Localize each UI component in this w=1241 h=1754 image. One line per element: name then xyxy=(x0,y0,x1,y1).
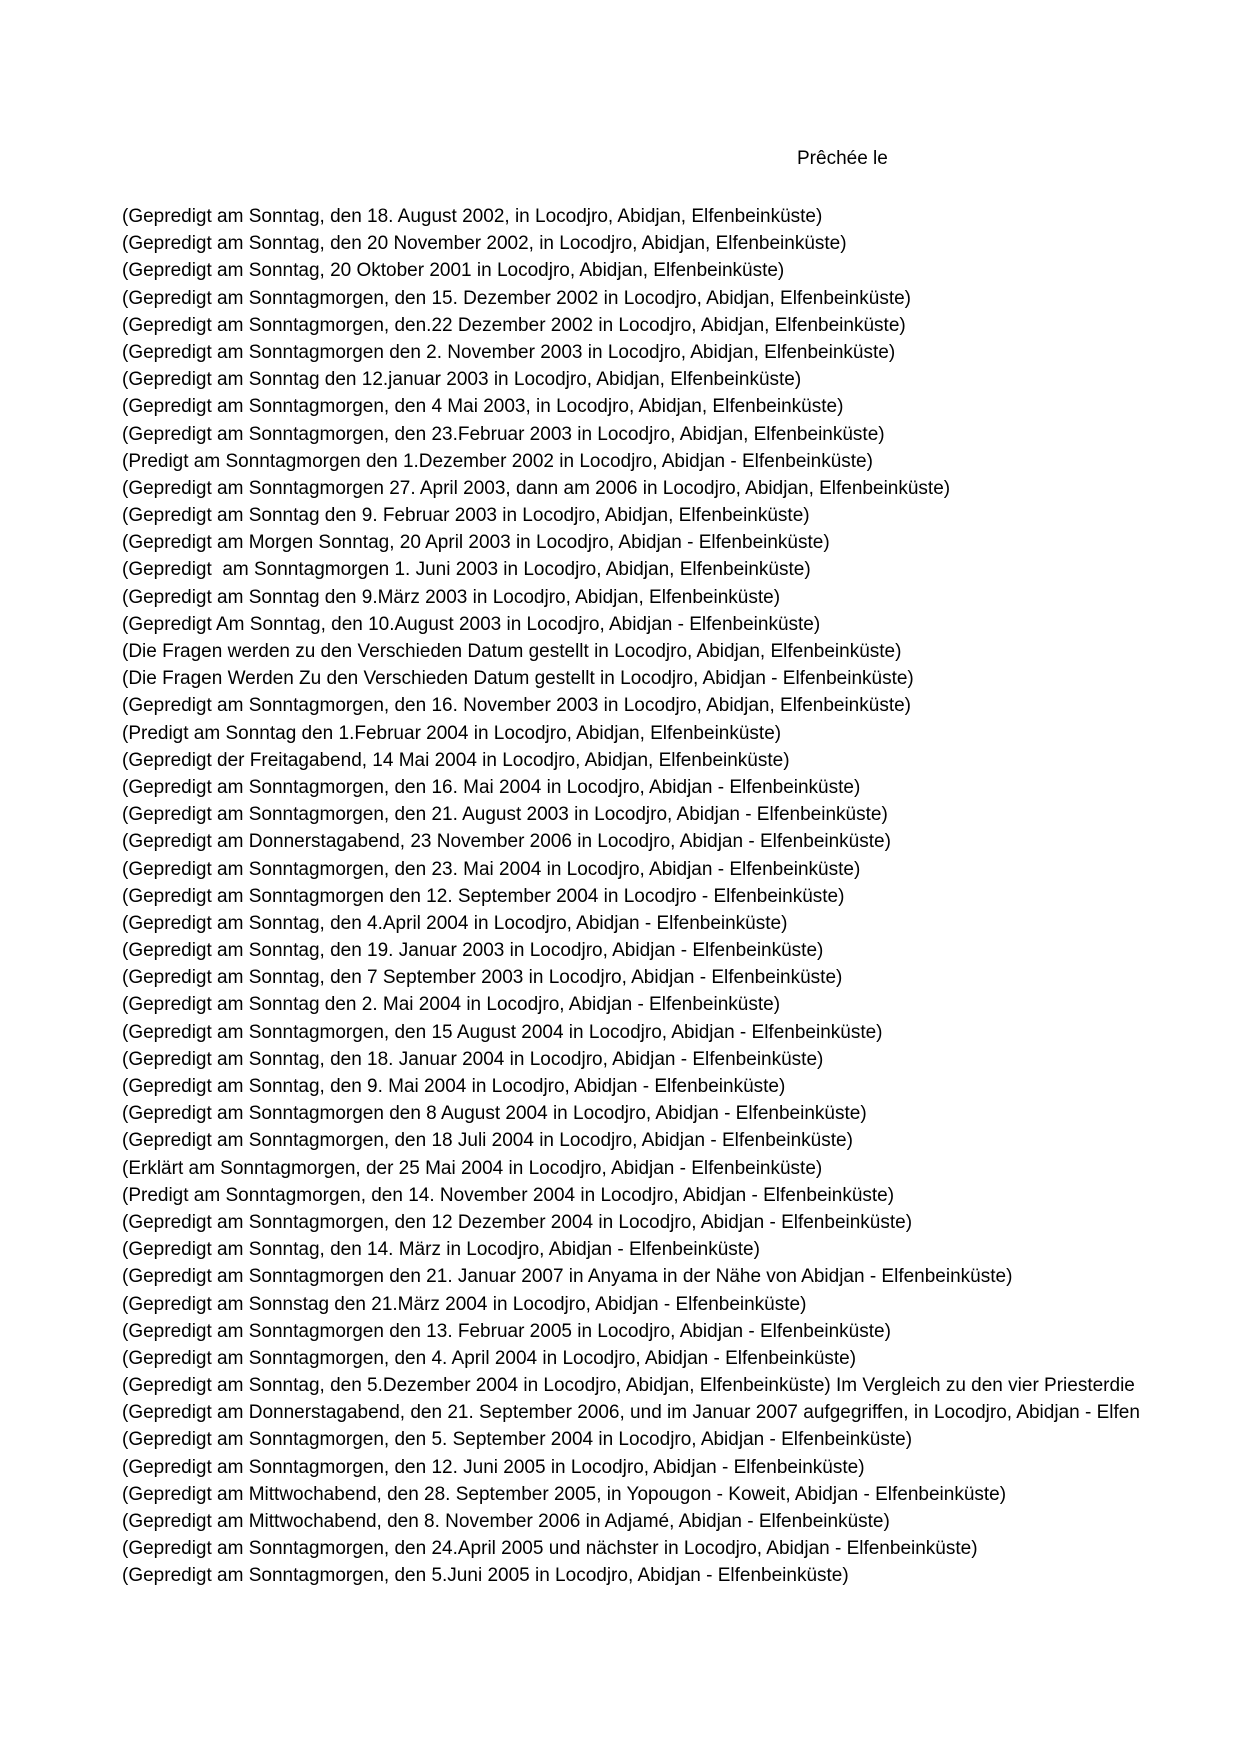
sermon-line: (Gepredigt am Sonntagmorgen 27. April 2003, dann am 2006 in Locodjro, Abidjan, Elfenbeinküste) xyxy=(122,477,951,499)
sermon-line: (Gepredigt der Freitagabend, 14 Mai 2004 in Locodjro, Abidjan, Elfenbeinküste) xyxy=(122,749,790,771)
sermon-line: (Gepredigt am Sonntag, den 18. August 2002, in Locodjro, Abidjan, Elfenbeinküste) xyxy=(122,206,823,227)
sermon-line: (Gepredigt am Mittwochabend, den 28. September 2005, in Yopougon - Koweit, Abidjan - Elfenbeinküste) xyxy=(122,1483,1007,1505)
sermon-line: (Gepredigt am Sonntag, den 9. Mai 2004 in Locodjro, Abidjan - Elfenbeinküste) xyxy=(122,1076,786,1097)
sermon-line: (Gepredigt am Sonnstag den 21.März 2004 in Locodjro, Abidjan - Elfenbeinküste) xyxy=(122,1293,807,1315)
sermon-line: (Gepredigt am Sonntagmorgen den 2. November 2003 in Locodjro, Abidjan, Elfenbeinküste) xyxy=(122,341,896,363)
sermon-line: (Gepredigt am Sonntagmorgen, den 24.April 2005 und nächster in Locodjro, Abidjan - Elfenbeinküste) xyxy=(122,1538,978,1560)
sermon-line: (Gepredigt am Sonntag, 20 Oktober 2001 in Locodjro, Abidjan, Elfenbeinküste) xyxy=(122,260,785,282)
sermon-line: (Gepredigt am Sonntagmorgen, den 21. August 2003 in Locodjro, Abidjan - Elfenbeinküste) xyxy=(122,804,888,826)
sermon-line: (Predigt am Sonntagmorgen den 1.Dezember 2002 in Locodjro, Abidjan - Elfenbeinküste) xyxy=(122,450,873,472)
sermon-line: (Gepredigt am Sonntagmorgen, den 23. Mai 2004 in Locodjro, Abidjan - Elfenbeinküste) xyxy=(122,858,861,880)
sermon-line: (Gepredigt Am Sonntag, den 10.August 2003 in Locodjro, Abidjan - Elfenbeinküste) xyxy=(122,613,821,635)
sermon-line: (Gepredigt am Sonntagmorgen, den 15 August 2004 in Locodjro, Abidjan - Elfenbeinküste) xyxy=(122,1021,883,1043)
sermon-line: (Erklärt am Sonntagmorgen, der 25 Mai 2004 in Locodjro, Abidjan - Elfenbeinküste) xyxy=(122,1157,823,1179)
sermon-line: (Gepredigt am Sonntagmorgen den 13. Februar 2005 in Locodjro, Abidjan - Elfenbeinküste) xyxy=(122,1320,891,1342)
page-title: Prêchée le xyxy=(797,148,888,169)
sermon-line: (Gepredigt am Sonntag, den 4.April 2004 in Locodjro, Abidjan - Elfenbeinküste) xyxy=(122,912,788,934)
sermon-line: (Predigt am Sonntagmorgen, den 14. November 2004 in Locodjro, Abidjan - Elfenbeinküste) xyxy=(122,1184,895,1206)
sermon-line: (Gepredigt am Sonntag, den 19. Januar 2003 in Locodjro, Abidjan - Elfenbeinküste) xyxy=(122,940,824,962)
sermon-line: (Gepredigt am Sonntag, den 7 September 2003 in Locodjro, Abidjan - Elfenbeinküste) xyxy=(122,967,843,989)
sermon-line: (Gepredigt am Mittwochabend, den 8. November 2006 in Adjamé, Abidjan - Elfenbeinküste) xyxy=(122,1511,890,1532)
sermon-line: (Gepredigt am Sonntagmorgen, den 5. September 2004 in Locodjro, Abidjan - Elfenbeinküste) xyxy=(122,1429,913,1451)
sermon-line: (Gepredigt am Sonntagmorgen, den 4. April 2004 in Locodjro, Abidjan - Elfenbeinküste) xyxy=(122,1347,857,1369)
sermon-line: (Gepredigt am Sonntagmorgen, den 12. Juni 2005 in Locodjro, Abidjan - Elfenbeinküste) xyxy=(122,1456,865,1478)
sermon-line: (Gepredigt am Sonntagmorgen, den 12 Dezember 2004 in Locodjro, Abidjan - Elfenbeinküste) xyxy=(122,1211,913,1233)
sermon-line: (Gepredigt am Sonntag den 12.januar 2003 in Locodjro, Abidjan, Elfenbeinküste) xyxy=(122,369,802,391)
sermon-line: (Die Fragen werden zu den Verschieden Datum gestellt in Locodjro, Abidjan, Elfenbeinküste) xyxy=(122,641,902,662)
sermon-line: (Gepredigt am Sonntagmorgen, den 18 Juli 2004 in Locodjro, Abidjan - Elfenbeinküste) xyxy=(122,1130,853,1152)
sermon-line: (Gepredigt am Sonntagmorgen, den 16. November 2003 in Locodjro, Abidjan, Elfenbeinküste) xyxy=(122,695,911,717)
sermon-line: (Gepredigt am Sonntagmorgen, den 5.Juni 2005 in Locodjro, Abidjan - Elfenbeinküste) xyxy=(122,1565,849,1587)
sermon-line: (Gepredigt am Sonntagmorgen 1. Juni 2003 in Locodjro, Abidjan, Elfenbeinküste) xyxy=(122,559,811,581)
sermon-line: (Gepredigt am Sonntagmorgen, den 15. Dezember 2002 in Locodjro, Abidjan, Elfenbeinküste) xyxy=(122,287,911,309)
sermon-line: (Die Fragen Werden Zu den Verschieden Datum gestellt in Locodjro, Abidjan - Elfenbeinküste) xyxy=(122,668,914,690)
sermon-line: (Gepredigt am Sonntag den 9. Februar 2003 in Locodjro, Abidjan, Elfenbeinküste) xyxy=(122,505,810,527)
sermon-line: (Gepredigt am Sonntagmorgen, den.22 Dezember 2002 in Locodjro, Abidjan, Elfenbeinküste) xyxy=(122,314,906,336)
sermon-line: (Gepredigt am Sonntagmorgen, den 4 Mai 2003, in Locodjro, Abidjan, Elfenbeinküste) xyxy=(122,396,844,418)
sermon-line: (Gepredigt am Sonntagmorgen den 21. Januar 2007 in Anyama in der Nähe von Abidjan - Elfenbeinküste) xyxy=(122,1266,1013,1288)
sermon-line: (Gepredigt am Sonntagmorgen den 8 August 2004 in Locodjro, Abidjan - Elfenbeinküste) xyxy=(122,1103,867,1125)
sermon-line: (Gepredigt am Sonntag, den 18. Januar 2004 in Locodjro, Abidjan - Elfenbeinküste) xyxy=(122,1048,824,1070)
sermon-line: (Gepredigt am Donnerstagabend, 23 November 2006 in Locodjro, Abidjan - Elfenbeinküste) xyxy=(122,831,891,853)
sermon-line: (Gepredigt am Sonntag, den 5.Dezember 2004 in Locodjro, Abidjan, Elfenbeinküste) Im Vergleich zu den vier Priesterdie xyxy=(122,1375,1135,1397)
sermon-line: (Gepredigt am Sonntagmorgen, den 23.Februar 2003 in Locodjro, Abidjan, Elfenbeinküste) xyxy=(122,423,885,445)
sermon-line: (Predigt am Sonntag den 1.Februar 2004 in Locodjro, Abidjan, Elfenbeinküste) xyxy=(122,722,782,744)
sermon-line: (Gepredigt am Sonntag, den 20 November 2002, in Locodjro, Abidjan, Elfenbeinküste) xyxy=(122,233,847,255)
sermon-line: (Gepredigt am Sonntagmorgen den 12. September 2004 in Locodjro - Elfenbeinküste) xyxy=(122,885,845,907)
sermon-line: (Gepredigt am Sonntagmorgen, den 16. Mai 2004 in Locodjro, Abidjan - Elfenbeinküste) xyxy=(122,776,861,798)
sermon-line: (Gepredigt am Donnerstagabend, den 21. September 2006, und im Januar 2007 aufgegriffen, in Locodjro, Abidjan - Elfen xyxy=(122,1402,1140,1424)
sermon-line: (Gepredigt am Sonntag den 9.März 2003 in Locodjro, Abidjan, Elfenbeinküste) xyxy=(122,586,781,608)
sermon-line: (Gepredigt am Morgen Sonntag, 20 April 2003 in Locodjro, Abidjan - Elfenbeinküste) xyxy=(122,532,830,554)
sermon-line: (Gepredigt am Sonntag, den 14. März in Locodjro, Abidjan - Elfenbeinküste) xyxy=(122,1239,760,1261)
sermon-line: (Gepredigt am Sonntag den 2. Mai 2004 in Locodjro, Abidjan - Elfenbeinküste) xyxy=(122,994,781,1016)
sermon-date-list xyxy=(122,203,1241,1590)
